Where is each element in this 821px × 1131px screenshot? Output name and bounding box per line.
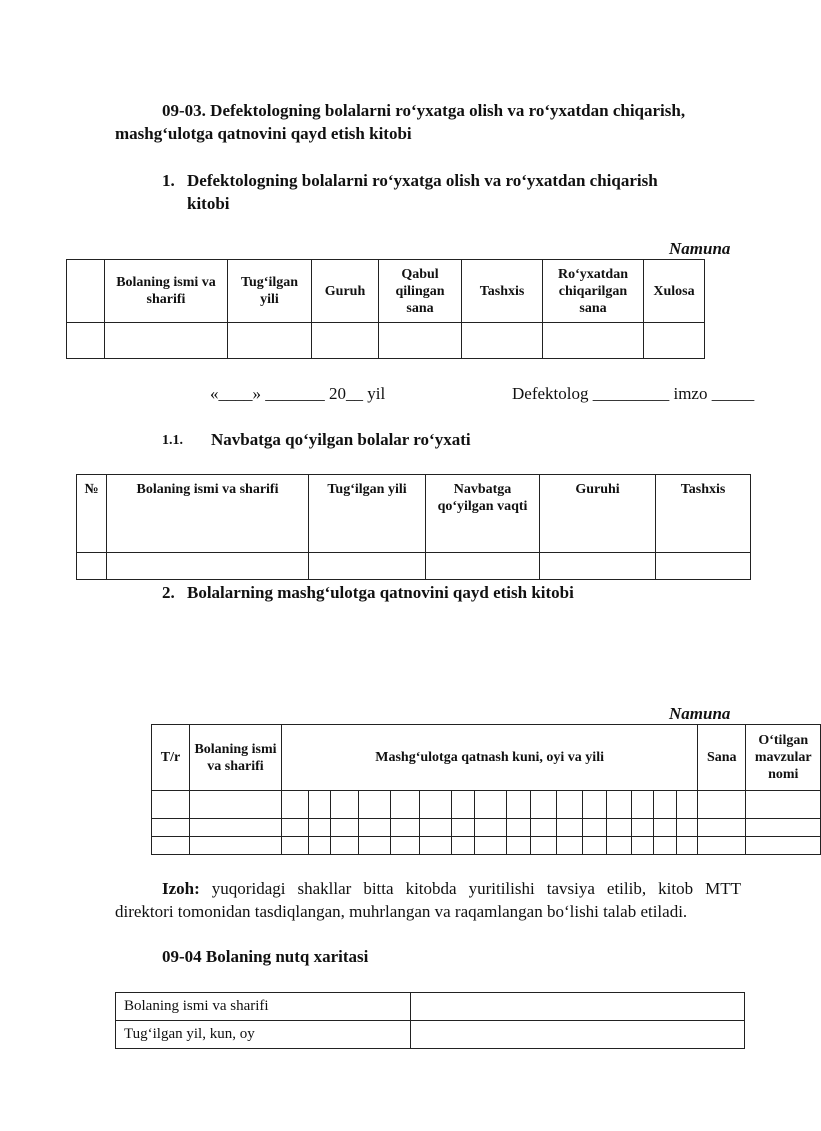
table-header: Guruhi bbox=[540, 475, 656, 553]
signature-line: Defektolog _________ imzo _____ bbox=[512, 384, 755, 403]
note-text-line2: direktori tomonidan tasdiqlangan, muhrlangan va raqamlangan bo‘lishi talab etiladi. bbox=[115, 902, 688, 921]
document-heading-line2: mashg‘ulotga qatnovini qayd etish kitobi bbox=[115, 124, 412, 143]
table-header: Bolaning ismi va sharifi bbox=[107, 475, 309, 553]
table-row bbox=[116, 993, 745, 1021]
table-header-blank bbox=[67, 260, 105, 323]
section2-number: 2. bbox=[162, 583, 175, 602]
table-header: Tashxis bbox=[656, 475, 751, 553]
note-text-line1: yuqoridagi shakllar bitta kitobda yuritilishi tavsiya etilib, kitob MTT bbox=[199, 879, 741, 898]
row-label: Bolaning ismi va sharifi bbox=[116, 993, 411, 1021]
table-header: Sana bbox=[698, 725, 746, 791]
table-header: Bolaning ismi va sharifi bbox=[105, 260, 228, 323]
table-header: Qabul qilingan sana bbox=[379, 260, 462, 323]
section1-1-number: 1.1. bbox=[162, 433, 183, 448]
table-row bbox=[152, 819, 821, 837]
attendance-table bbox=[151, 724, 821, 855]
section1-title-line2: kitobi bbox=[187, 194, 230, 213]
note-label: Izoh: bbox=[162, 879, 200, 898]
table-header: O‘tilgan mavzular nomi bbox=[746, 725, 821, 791]
table-row bbox=[116, 1021, 745, 1049]
section2-title: Bolalarning mashg‘ulotga qatnovini qayd etish kitobi bbox=[187, 583, 574, 602]
table-row bbox=[77, 553, 751, 580]
table-header: Xulosa bbox=[644, 260, 705, 323]
table-row bbox=[152, 837, 821, 855]
section1-number: 1. bbox=[162, 171, 175, 190]
table-header: Tug‘ilgan yili bbox=[309, 475, 426, 553]
note-line1 bbox=[162, 879, 741, 899]
table-row bbox=[152, 791, 821, 819]
document-heading-line1: 09-03. Defektologning bolalarni ro‘yxatga olish va ro‘yxatdan chiqarish, bbox=[162, 101, 686, 120]
table-row bbox=[67, 323, 705, 359]
section1-1-title: Navbatga qo‘yilgan bolalar ro‘yxati bbox=[211, 430, 471, 449]
table-header: Guruh bbox=[312, 260, 379, 323]
speech-card-table bbox=[115, 992, 745, 1049]
registration-table bbox=[66, 259, 705, 359]
table-header: Ro‘yxatdan chiqarilgan sana bbox=[543, 260, 644, 323]
table-header: T/r bbox=[152, 725, 190, 791]
section1-sample-label: Namuna bbox=[669, 239, 731, 258]
table-header: Mashg‘ulotga qatnash kuni, oyi va yili bbox=[282, 725, 698, 791]
row-label: Tug‘ilgan yil, kun, oy bbox=[116, 1021, 411, 1049]
section2-sample-label: Namuna bbox=[669, 704, 731, 723]
section3-title: 09-04 Bolaning nutq xaritasi bbox=[162, 947, 369, 966]
table-header: Tug‘ilgan yili bbox=[228, 260, 312, 323]
waiting-list-table bbox=[76, 474, 751, 580]
table-header: Tashxis bbox=[462, 260, 543, 323]
table-header: Navbatga qo‘yilgan vaqti bbox=[426, 475, 540, 553]
section1-title-line1: Defektologning bolalarni ro‘yxatga olish va ro‘yxatdan chiqarish bbox=[187, 171, 658, 190]
date-line: «____» _______ 20__ yil bbox=[210, 384, 386, 403]
table-header: № bbox=[77, 475, 107, 553]
table-header: Bolaning ismi va sharifi bbox=[190, 725, 282, 791]
